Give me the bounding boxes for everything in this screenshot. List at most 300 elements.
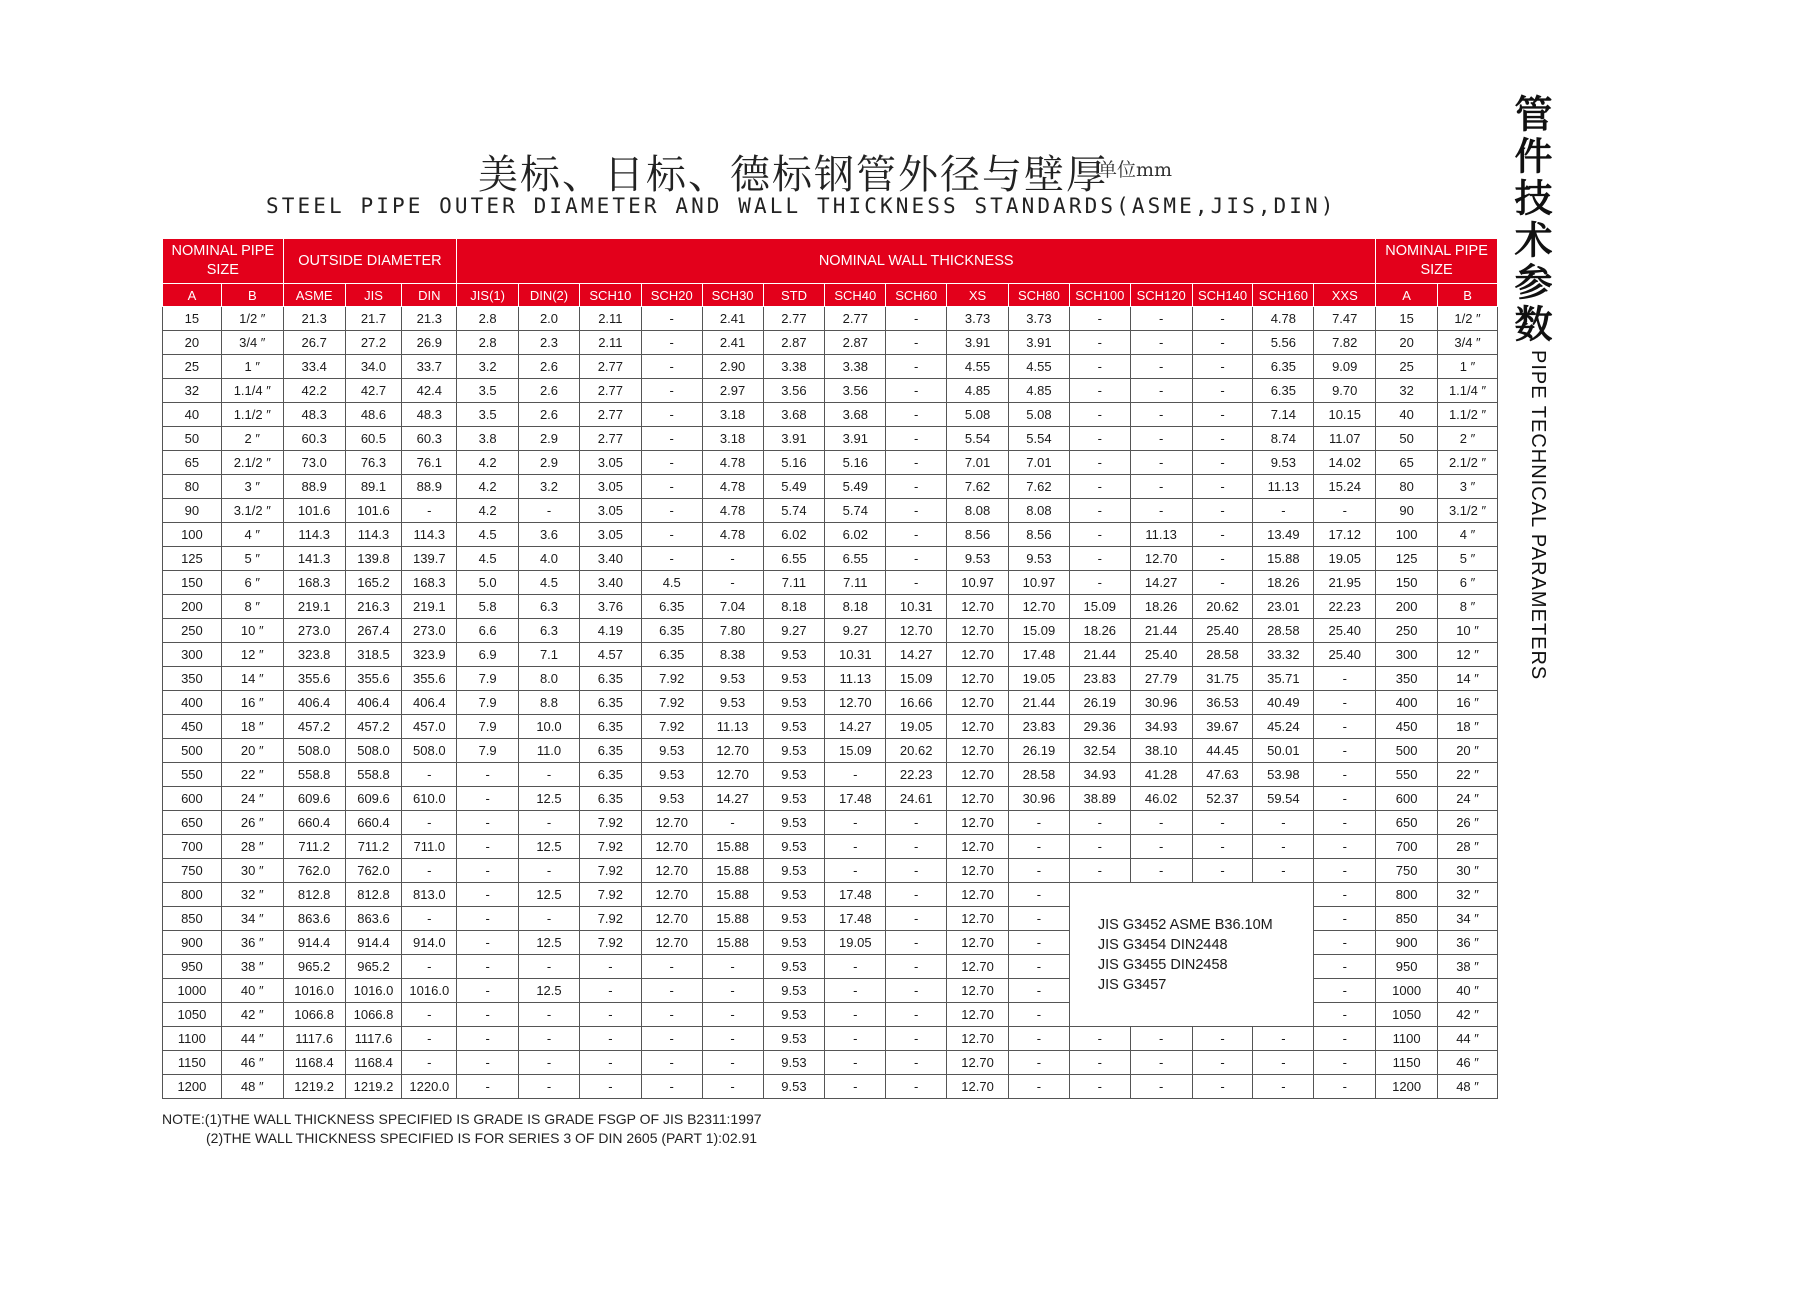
table-cell: 26.19: [1008, 739, 1069, 763]
table-cell: -: [886, 379, 947, 403]
table-cell: -: [641, 427, 702, 451]
table-cell: 12.70: [641, 907, 702, 931]
table-cell: 7.92: [579, 907, 641, 931]
table-cell: -: [702, 1051, 763, 1075]
table-cell: -: [641, 523, 702, 547]
table-cell: 9.53: [763, 691, 825, 715]
table-cell: 267.4: [345, 619, 402, 643]
table-cell: 48 ″: [1438, 1075, 1498, 1099]
table-cell: -: [519, 811, 580, 835]
table-cell: 4.19: [579, 619, 641, 643]
table-cell: -: [1314, 1003, 1376, 1027]
table-cell: 812.8: [345, 883, 402, 907]
table-cell: 1117.6: [345, 1027, 402, 1051]
table-cell: 12 ″: [221, 643, 283, 667]
table-cell: 18 ″: [1438, 715, 1498, 739]
unit-label: 单位mm: [1098, 159, 1173, 181]
table-cell: -: [1192, 499, 1253, 523]
table-cell: 32 ″: [1438, 883, 1498, 907]
table-cell: -: [641, 331, 702, 355]
table-cell: 2.77: [579, 379, 641, 403]
table-cell: 5.0: [457, 571, 519, 595]
table-cell: 19.05: [1008, 667, 1069, 691]
table-cell: -: [1069, 379, 1130, 403]
table-cell: 48.6: [345, 403, 402, 427]
table-cell: 6.35: [579, 667, 641, 691]
table-cell: 8.18: [825, 595, 886, 619]
table-cell: 8.08: [1008, 499, 1069, 523]
table-cell: -: [641, 547, 702, 571]
side-title-cn: 管件技术参数: [1508, 94, 1552, 346]
table-cell: 17.48: [825, 883, 886, 907]
table-cell: 8.18: [763, 595, 825, 619]
table-cell: 22 ″: [221, 763, 283, 787]
table-cell: 18.26: [1130, 595, 1192, 619]
column-header: B: [221, 284, 283, 307]
table-cell: 12.70: [947, 1075, 1009, 1099]
table-cell: 1100: [163, 1027, 222, 1051]
table-row: [163, 883, 1498, 907]
table-cell: 2 ″: [1438, 427, 1498, 451]
table-cell: 14 ″: [221, 667, 283, 691]
table-cell: -: [1192, 403, 1253, 427]
column-header: SCH140: [1192, 284, 1253, 307]
table-cell: -: [1314, 1075, 1376, 1099]
table-cell: 44 ″: [1438, 1027, 1498, 1051]
table-cell: 7.04: [702, 595, 763, 619]
table-cell: 4.5: [641, 571, 702, 595]
table-cell: -: [702, 547, 763, 571]
table-cell: 950: [1376, 955, 1438, 979]
table-cell: 3.2: [457, 355, 519, 379]
table-cell: 9.53: [763, 643, 825, 667]
table-row: [163, 763, 1498, 787]
table-cell: 34.93: [1069, 763, 1130, 787]
table-cell: 12.70: [947, 1027, 1009, 1051]
table-cell: 1016.0: [345, 979, 402, 1003]
table-cell: 80: [163, 475, 222, 499]
table-cell: -: [1192, 547, 1253, 571]
table-cell: 2.6: [519, 403, 580, 427]
table-cell: 12.70: [947, 763, 1009, 787]
table-cell: 4.78: [702, 451, 763, 475]
column-header: SCH80: [1008, 284, 1069, 307]
table-cell: 12.5: [519, 787, 580, 811]
table-cell: 24 ″: [1438, 787, 1498, 811]
table-cell: -: [1314, 955, 1376, 979]
table-cell: 6.35: [579, 691, 641, 715]
table-cell: 65: [163, 451, 222, 475]
table-cell: 9.27: [763, 619, 825, 643]
table-cell: -: [519, 1051, 580, 1075]
table-cell: -: [1253, 859, 1314, 883]
column-header: STD: [763, 284, 825, 307]
table-cell: -: [402, 955, 457, 979]
column-header: A: [1376, 284, 1438, 307]
table-cell: 558.8: [283, 763, 345, 787]
table-cell: 9.09: [1314, 355, 1376, 379]
table-cell: 20.62: [886, 739, 947, 763]
table-cell: 3/4 ″: [221, 331, 283, 355]
table-cell: 12.70: [947, 691, 1009, 715]
table-cell: 6.55: [825, 547, 886, 571]
table-cell: 3.56: [763, 379, 825, 403]
table-cell: -: [1130, 427, 1192, 451]
table-cell: 10.15: [1314, 403, 1376, 427]
table-cell: 47.63: [1192, 763, 1253, 787]
table-cell: 4 ″: [1438, 523, 1498, 547]
table-cell: 2 ″: [221, 427, 283, 451]
table-cell: 139.7: [402, 547, 457, 571]
table-cell: -: [702, 1075, 763, 1099]
table-cell: 3.73: [947, 307, 1009, 331]
table-cell: 12.70: [947, 883, 1009, 907]
table-cell: -: [641, 499, 702, 523]
table-cell: -: [1253, 1051, 1314, 1075]
table-cell: -: [1253, 499, 1314, 523]
table-cell: 5.16: [763, 451, 825, 475]
table-cell: -: [886, 427, 947, 451]
table-body: [163, 307, 1498, 1099]
table-cell: 11.13: [1130, 523, 1192, 547]
table-cell: 750: [1376, 859, 1438, 883]
table-cell: 3.8: [457, 427, 519, 451]
table-cell: 4.2: [457, 499, 519, 523]
table-cell: 9.53: [1008, 547, 1069, 571]
table-cell: 21.3: [283, 307, 345, 331]
table-cell: 8.0: [519, 667, 580, 691]
table-cell: 33.32: [1253, 643, 1314, 667]
table-cell: 46.02: [1130, 787, 1192, 811]
table-cell: -: [1314, 859, 1376, 883]
table-cell: -: [641, 379, 702, 403]
table-cell: -: [825, 763, 886, 787]
table-cell: 26 ″: [1438, 811, 1498, 835]
table-cell: 150: [1376, 571, 1438, 595]
table-cell: 26.19: [1069, 691, 1130, 715]
table-cell: 9.53: [702, 691, 763, 715]
table-cell: -: [1008, 1075, 1069, 1099]
table-row: [163, 859, 1498, 883]
table-cell: 863.6: [283, 907, 345, 931]
table-cell: -: [579, 1003, 641, 1027]
table-cell: 25.40: [1192, 619, 1253, 643]
table-cell: 25.40: [1130, 643, 1192, 667]
table-cell: 350: [163, 667, 222, 691]
table-cell: 30 ″: [1438, 859, 1498, 883]
table-cell: 2.77: [825, 307, 886, 331]
table-cell: 60.3: [283, 427, 345, 451]
table-cell: 15.88: [702, 835, 763, 859]
table-cell: -: [825, 955, 886, 979]
table-cell: -: [1069, 1051, 1130, 1075]
table-cell: 6 ″: [221, 571, 283, 595]
table-cell: 200: [163, 595, 222, 619]
table-cell: 23.83: [1069, 667, 1130, 691]
standard-line: JIS G3455 DIN2458: [1097, 956, 1228, 973]
table-cell: 4.5: [457, 523, 519, 547]
table-cell: 600: [1376, 787, 1438, 811]
table-cell: 7.14: [1253, 403, 1314, 427]
table-cell: 15: [163, 307, 222, 331]
table-cell: 6.3: [519, 619, 580, 643]
table-cell: 15.09: [1069, 595, 1130, 619]
table-cell: -: [1130, 1075, 1192, 1099]
table-cell: 863.6: [345, 907, 402, 931]
table-cell: 2.97: [702, 379, 763, 403]
table-cell: 44 ″: [221, 1027, 283, 1051]
table-cell: -: [1130, 811, 1192, 835]
table-cell: 5.49: [825, 475, 886, 499]
table-cell: 50: [163, 427, 222, 451]
table-cell: 6.35: [641, 643, 702, 667]
table-cell: -: [886, 955, 947, 979]
table-cell: -: [825, 1003, 886, 1027]
table-cell: 6.02: [825, 523, 886, 547]
table-row: [163, 739, 1498, 763]
table-cell: 1150: [1376, 1051, 1438, 1075]
table-row: [163, 667, 1498, 691]
table-cell: 42.4: [402, 379, 457, 403]
table-cell: -: [886, 979, 947, 1003]
table-cell: 20: [1376, 331, 1438, 355]
standard-line: JIS G3452 ASME B36.10M: [1097, 916, 1273, 933]
table-cell: -: [1130, 379, 1192, 403]
table-cell: -: [1253, 811, 1314, 835]
table-cell: 6.35: [641, 619, 702, 643]
column-header: SCH20: [641, 284, 702, 307]
table-cell: -: [641, 955, 702, 979]
table-cell: 273.0: [402, 619, 457, 643]
table-cell: 9.53: [763, 811, 825, 835]
table-cell: -: [579, 1075, 641, 1099]
table-cell: 1050: [1376, 1003, 1438, 1027]
table-cell: -: [1008, 1051, 1069, 1075]
table-cell: 10 ″: [221, 619, 283, 643]
table-cell: 25.40: [1314, 619, 1376, 643]
table-cell: 7.92: [579, 811, 641, 835]
table-cell: 9.53: [763, 1075, 825, 1099]
table-cell: 406.4: [283, 691, 345, 715]
table-cell: -: [1130, 475, 1192, 499]
table-cell: -: [519, 1075, 580, 1099]
table-cell: -: [1192, 835, 1253, 859]
page-title-cn: 美标、日标、德标钢管外径与壁厚: [478, 152, 1108, 198]
table-cell: 32 ″: [221, 883, 283, 907]
table-cell: 250: [163, 619, 222, 643]
table-cell: 10.31: [825, 643, 886, 667]
table-cell: 355.6: [402, 667, 457, 691]
table-cell: 9.53: [763, 835, 825, 859]
table-cell: 7.92: [641, 691, 702, 715]
table-cell: -: [1069, 355, 1130, 379]
table-cell: -: [1314, 931, 1376, 955]
table-cell: 27.79: [1130, 667, 1192, 691]
table-cell: 7.1: [519, 643, 580, 667]
table-cell: -: [457, 1003, 519, 1027]
table-cell: 38 ″: [221, 955, 283, 979]
table-cell: -: [1069, 1075, 1130, 1099]
table-cell: 30 ″: [221, 859, 283, 883]
table-cell: 1016.0: [402, 979, 457, 1003]
column-header: SCH40: [825, 284, 886, 307]
table-cell: 9.53: [702, 667, 763, 691]
table-cell: -: [1069, 475, 1130, 499]
table-cell: 12.70: [947, 1051, 1009, 1075]
table-row: [163, 331, 1498, 355]
table-cell: -: [402, 1051, 457, 1075]
table-cell: 7.80: [702, 619, 763, 643]
table-cell: 7.92: [579, 859, 641, 883]
table-cell: 38.89: [1069, 787, 1130, 811]
table-cell: 558.8: [345, 763, 402, 787]
table-cell: -: [886, 859, 947, 883]
table-cell: 168.3: [402, 571, 457, 595]
table-cell: 2.90: [702, 355, 763, 379]
table-cell: 3.40: [579, 547, 641, 571]
table-cell: 19.05: [1314, 547, 1376, 571]
table-cell: -: [886, 331, 947, 355]
table-cell: 25: [1376, 355, 1438, 379]
table-cell: -: [1314, 835, 1376, 859]
table-cell: 41.28: [1130, 763, 1192, 787]
table-cell: 900: [163, 931, 222, 955]
table-cell: 90: [163, 499, 222, 523]
table-cell: 44.45: [1192, 739, 1253, 763]
table-cell: 139.8: [345, 547, 402, 571]
table-cell: -: [1130, 403, 1192, 427]
table-row: [163, 307, 1498, 331]
table-cell: 711.0: [402, 835, 457, 859]
column-header: XS: [947, 284, 1009, 307]
table-cell: 450: [1376, 715, 1438, 739]
table-cell: 9.53: [641, 763, 702, 787]
table-cell: 26 ″: [221, 811, 283, 835]
table-cell: 3.68: [763, 403, 825, 427]
table-cell: 12.70: [947, 787, 1009, 811]
table-cell: 3.56: [825, 379, 886, 403]
table-cell: 14.02: [1314, 451, 1376, 475]
table-cell: 20.62: [1192, 595, 1253, 619]
table-cell: 318.5: [345, 643, 402, 667]
table-cell: 3.91: [947, 331, 1009, 355]
column-header: ASME: [283, 284, 345, 307]
table-cell: -: [1314, 1027, 1376, 1051]
standard-line: JIS G3454 DIN2448: [1097, 936, 1228, 953]
table-cell: 21.7: [345, 307, 402, 331]
table-cell: -: [886, 907, 947, 931]
column-header: B: [1438, 284, 1498, 307]
table-cell: 12.70: [947, 595, 1009, 619]
table-cell: -: [1069, 859, 1130, 883]
column-header: SCH60: [886, 284, 947, 307]
table-cell: 125: [1376, 547, 1438, 571]
table-cell: -: [519, 907, 580, 931]
table-cell: 1200: [1376, 1075, 1438, 1099]
table-cell: 4.78: [702, 475, 763, 499]
table-cell: -: [519, 955, 580, 979]
table-cell: 19.05: [886, 715, 947, 739]
table-cell: -: [457, 763, 519, 787]
table-cell: -: [641, 979, 702, 1003]
table-cell: 609.6: [345, 787, 402, 811]
table-cell: 273.0: [283, 619, 345, 643]
table-cell: 30.96: [1130, 691, 1192, 715]
table-cell: 7.47: [1314, 307, 1376, 331]
table-cell: 2.77: [579, 355, 641, 379]
table-cell: 4.57: [579, 643, 641, 667]
table-cell: -: [886, 1075, 947, 1099]
table-cell: 7.11: [763, 571, 825, 595]
table-cell: 22.23: [1314, 595, 1376, 619]
table-cell: -: [825, 811, 886, 835]
table-cell: 1219.2: [345, 1075, 402, 1099]
table-cell: -: [1192, 475, 1253, 499]
table-cell: -: [1069, 835, 1130, 859]
table-cell: -: [1314, 907, 1376, 931]
table-cell: 22 ″: [1438, 763, 1498, 787]
footnote-1: NOTE:(1)THE WALL THICKNESS SPECIFIED IS GRADE IS GRADE FSGP OF JIS B2311:1997: [162, 1111, 762, 1127]
table-cell: 9.53: [763, 907, 825, 931]
table-cell: 24 ″: [221, 787, 283, 811]
table-cell: 2.77: [763, 307, 825, 331]
standards-box: [1069, 883, 1313, 1027]
table-cell: 1220.0: [402, 1075, 457, 1099]
table-cell: 762.0: [283, 859, 345, 883]
table-cell: 30.96: [1008, 787, 1069, 811]
table-cell: 35.71: [1253, 667, 1314, 691]
table-cell: 9.53: [763, 955, 825, 979]
table-cell: 9.53: [763, 931, 825, 955]
table-cell: -: [402, 811, 457, 835]
table-cell: 3.91: [1008, 331, 1069, 355]
table-cell: 3.2: [519, 475, 580, 499]
table-cell: 42 ″: [221, 1003, 283, 1027]
table-cell: 2.8: [457, 307, 519, 331]
table-cell: -: [1069, 571, 1130, 595]
table-cell: 4.55: [947, 355, 1009, 379]
table-cell: 20 ″: [221, 739, 283, 763]
side-title-en: PIPE TECHNICAL PARAMETERS: [1527, 350, 1549, 681]
table-cell: -: [1253, 1027, 1314, 1051]
table-cell: -: [702, 811, 763, 835]
table-cell: -: [579, 1027, 641, 1051]
table-cell: 950: [163, 955, 222, 979]
table-cell: -: [1069, 307, 1130, 331]
table-cell: 14.27: [886, 643, 947, 667]
table-cell: 52.37: [1192, 787, 1253, 811]
table-cell: -: [1008, 955, 1069, 979]
table-cell: 40: [163, 403, 222, 427]
table-cell: 1219.2: [283, 1075, 345, 1099]
table-cell: 3 ″: [1438, 475, 1498, 499]
table-cell: -: [1069, 547, 1130, 571]
table-cell: 12.70: [947, 955, 1009, 979]
table-cell: 11.13: [825, 667, 886, 691]
table-cell: 18 ″: [221, 715, 283, 739]
table-cell: 60.3: [402, 427, 457, 451]
table-cell: 650: [1376, 811, 1438, 835]
table-cell: 6.9: [457, 643, 519, 667]
table-cell: -: [886, 811, 947, 835]
table-cell: 21.44: [1130, 619, 1192, 643]
table-cell: 6.35: [579, 739, 641, 763]
table-cell: 2.41: [702, 307, 763, 331]
table-cell: 965.2: [345, 955, 402, 979]
table-row: [163, 787, 1498, 811]
table-row: [163, 355, 1498, 379]
table-cell: 1/2 ″: [1438, 307, 1498, 331]
